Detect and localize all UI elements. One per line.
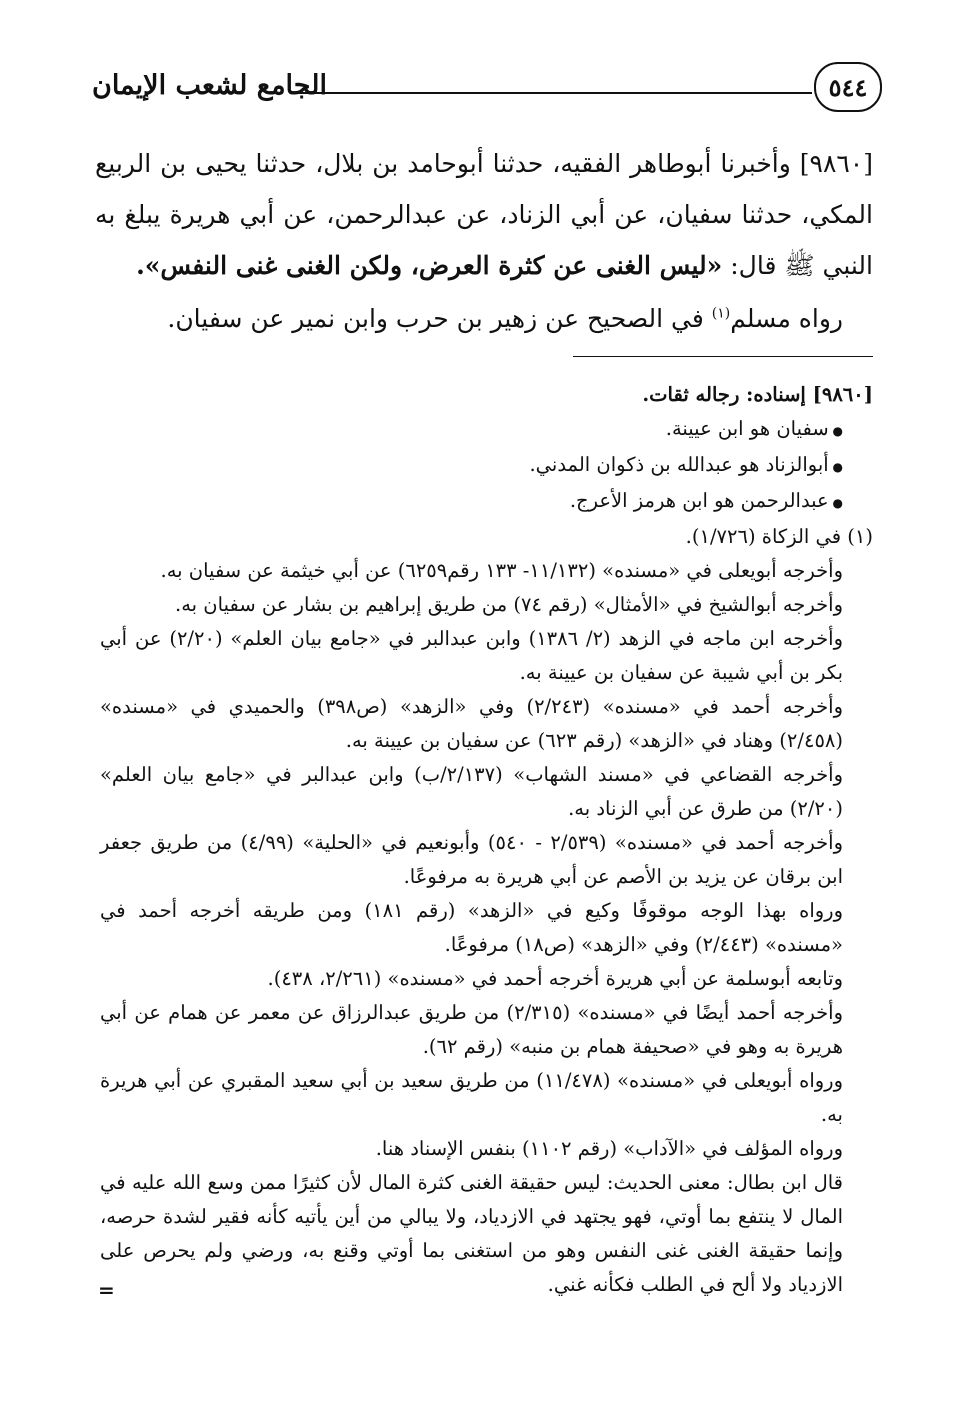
source-note: وأخرجه القضاعي في «مسند الشهاب» (٢/١٣٧/ب) وابن عبدالبر في «جامع بيان العلم» (٢/٢٠) من طرق عن أبي الزناد به. xyxy=(100,763,843,820)
page-number: ٥٤٤ xyxy=(814,62,882,112)
hadith-paragraph xyxy=(95,138,873,291)
isnad-note-head: [٩٨٦٠] إسناده: رجاله ثقات. xyxy=(642,383,873,406)
source-note: وأخرجه أبوالشيخ في «الأمثال» (رقم ٧٤) من طريق إبراهيم بن بشار عن سفيان به. xyxy=(175,593,843,616)
page-header xyxy=(92,62,882,114)
source-note: وتابعه أبوسلمة عن أبي هريرة أخرجه أحمد في «مسنده» (٢/٢٦١، ٤٣٨). xyxy=(267,967,843,990)
header-rule xyxy=(297,92,812,94)
narrator-note: ● عبدالرحمن هو ابن هرمز الأعرج. xyxy=(100,484,873,520)
takhrij-paragraph xyxy=(95,293,873,344)
takhrij-end: في الصحيح عن زهير بن حرب وابن نمير عن سفيان. xyxy=(167,304,704,333)
narrator-note: ● سفيان هو ابن عيينة. xyxy=(100,412,873,448)
main-text xyxy=(95,138,873,344)
source-note: ورواه المؤلف في «الآداب» (رقم ١١٠٢) بنفس الإسناد هنا. xyxy=(375,1137,843,1160)
isnad-text: [٩٨٦٠] وأخبرنا أبوطاهر الفقيه، حدثنا أبوحامد بن بلال، حدثنا يحيى بن الربيع المكي، حدثنا سفيان، عن أبي الزناد، عن عبدالرحمن، عن أبي هريرة يبلغ به النبي ﷺ قال: xyxy=(95,149,873,280)
continuation-mark: = xyxy=(98,1278,115,1302)
source-note: وأخرجه أحمد في «مسنده» (٢/٥٣٩ - ٥٤٠) وأبونعيم في «الحلية» (٤/٩٩) من طريق جعفر ابن برقان عن يزيد بن الأصم عن أبي هريرة به مرفوعًا. xyxy=(100,831,844,888)
footnotes xyxy=(100,378,873,1302)
footnote-ref: (١) xyxy=(711,305,731,322)
source-note: ورواه أبويعلى في «مسنده» (١١/٤٧٨) من طريق سعيد بن أبي سعيد المقبري عن أبي هريرة به. xyxy=(100,1069,843,1126)
takhrij-start: رواه مسلم xyxy=(730,304,843,333)
source-note: وأخرجه ابن ماجه في الزهد (٢/ ١٣٨٦) وابن عبدالبر في «جامع بيان العلم» (٢/٢٠) عن أبي بكر بن أبي شيبة عن سفيان بن عيينة به. xyxy=(100,627,843,684)
commentary-note: قال ابن بطال: معنى الحديث: ليس حقيقة الغنى كثرة المال لأن كثيرًا ممن وسع الله عليه في المال لا ينتفع بما أوتي، فهو يجتهد في الازدياد، ولا يبالي من أين يأتيه كأنه فقير لشدة حرصه، وإنما حقيقة الغنى غنى النفس وهو من استغنى بما أوتي وقنع به، ورضي ولم يحرص على الازدياد ولا ألح في الطلب فكأنه غني. xyxy=(100,1171,843,1296)
source-note: وأخرجه أحمد في «مسنده» (٢/٢٤٣) وفي «الزهد» (ص٣٩٨) والحميدي في «مسنده» (٢/٤٥٨) وهناد في «الزهد» (رقم ٦٢٣) عن سفيان بن عيينة به. xyxy=(100,695,843,752)
book-title: الجامع لشعب الإيمان xyxy=(92,70,327,101)
source-note: ورواه بهذا الوجه موقوفًا وكيع في «الزهد» (رقم ١٨١) ومن طريقه أخرجه أحمد في «مسنده» (٢/٤٤٣) وفي «الزهد» (ص١٨) مرفوعًا. xyxy=(100,899,843,956)
hadith-text: «ليس الغنى عن كثرة العرض، ولكن الغنى غنى النفس». xyxy=(136,251,723,280)
footnote-separator xyxy=(573,356,873,357)
source-note: وأخرجه أبويعلى في «مسنده» (١١/١٣٢- ١٣٣ رقم٦٢٥٩) عن أبي خيثمة عن سفيان به. xyxy=(160,559,843,582)
narrator-note: ● أبوالزناد هو عبدالله بن ذكوان المدني. xyxy=(100,448,873,484)
source-note: وأخرجه أحمد أيضًا في «مسنده» (٢/٣١٥) من طريق عبدالرزاق عن معمر عن همام عن أبي هريرة به وهو في «صحيفة همام بن منبه» (رقم ٦٢). xyxy=(100,1001,843,1058)
footnote-1-head: (١) في الزكاة (١/٧٢٦). xyxy=(685,525,873,548)
